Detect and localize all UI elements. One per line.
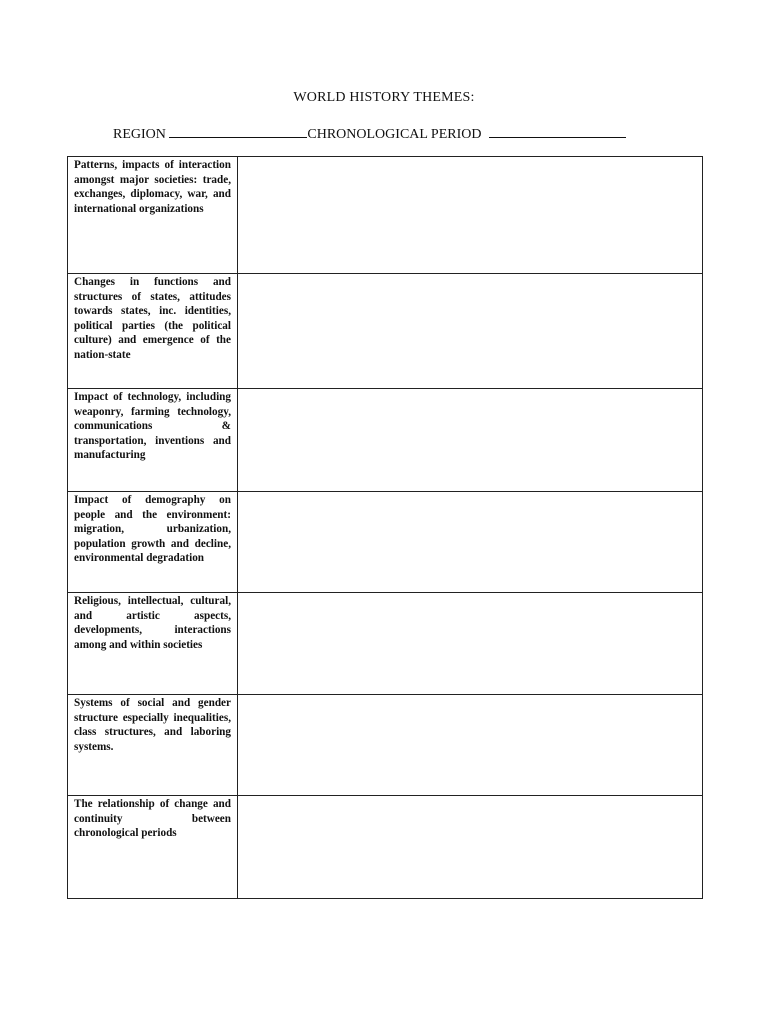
table-row (68, 389, 703, 492)
theme-answer-cell[interactable] (238, 593, 703, 695)
theme-label: Systems of social and gender structure especially inequalities, class structures, and laboring systems. (74, 697, 231, 753)
table-row (68, 593, 703, 695)
period-label: CHRONOLOGICAL PERIOD (307, 127, 482, 142)
theme-label-cell (68, 593, 238, 695)
theme-answer-cell[interactable] (238, 695, 703, 796)
theme-label: Religious, intellectual, cultural, and artistic aspects, developments, interactions among and within societies (74, 595, 231, 651)
theme-label: Changes in functions and structures of states, attitudes towards states, inc. identities, political parties (the political culture) and emergence of the nation-state (74, 276, 231, 361)
period-blank-field[interactable] (489, 125, 626, 138)
theme-label-cell (68, 492, 238, 593)
page-title: WORLD HISTORY THEMES: (293, 90, 475, 105)
table-row (68, 274, 703, 389)
theme-answer-cell[interactable] (238, 796, 703, 899)
theme-label-cell (68, 695, 238, 796)
region-label: REGION (113, 127, 166, 142)
theme-label-cell (68, 389, 238, 492)
table-row (68, 157, 703, 274)
theme-label: Impact of technology, including weaponry, farming technology, communications & transportation, inventions and manufacturing (74, 391, 231, 462)
region-period-line (113, 125, 626, 143)
theme-answer-cell[interactable] (238, 492, 703, 593)
theme-label: Impact of demography on people and the environment: migration, urbanization, population growth and decline, environmental degradation (74, 494, 231, 565)
theme-label: The relationship of change and continuity between chronological periods (74, 798, 231, 840)
theme-label-cell (68, 796, 238, 899)
table-row (68, 796, 703, 899)
table-row (68, 492, 703, 593)
theme-label-cell (68, 274, 238, 389)
theme-answer-cell[interactable] (238, 389, 703, 492)
theme-label-cell (68, 157, 238, 274)
theme-answer-cell[interactable] (238, 274, 703, 389)
theme-label: Patterns, impacts of interaction amongst major societies: trade, exchanges, diplomacy, war, and international organizations (74, 159, 231, 215)
region-blank-field[interactable] (169, 125, 307, 138)
theme-answer-cell[interactable] (238, 157, 703, 274)
table-row (68, 695, 703, 796)
themes-table (67, 156, 703, 899)
